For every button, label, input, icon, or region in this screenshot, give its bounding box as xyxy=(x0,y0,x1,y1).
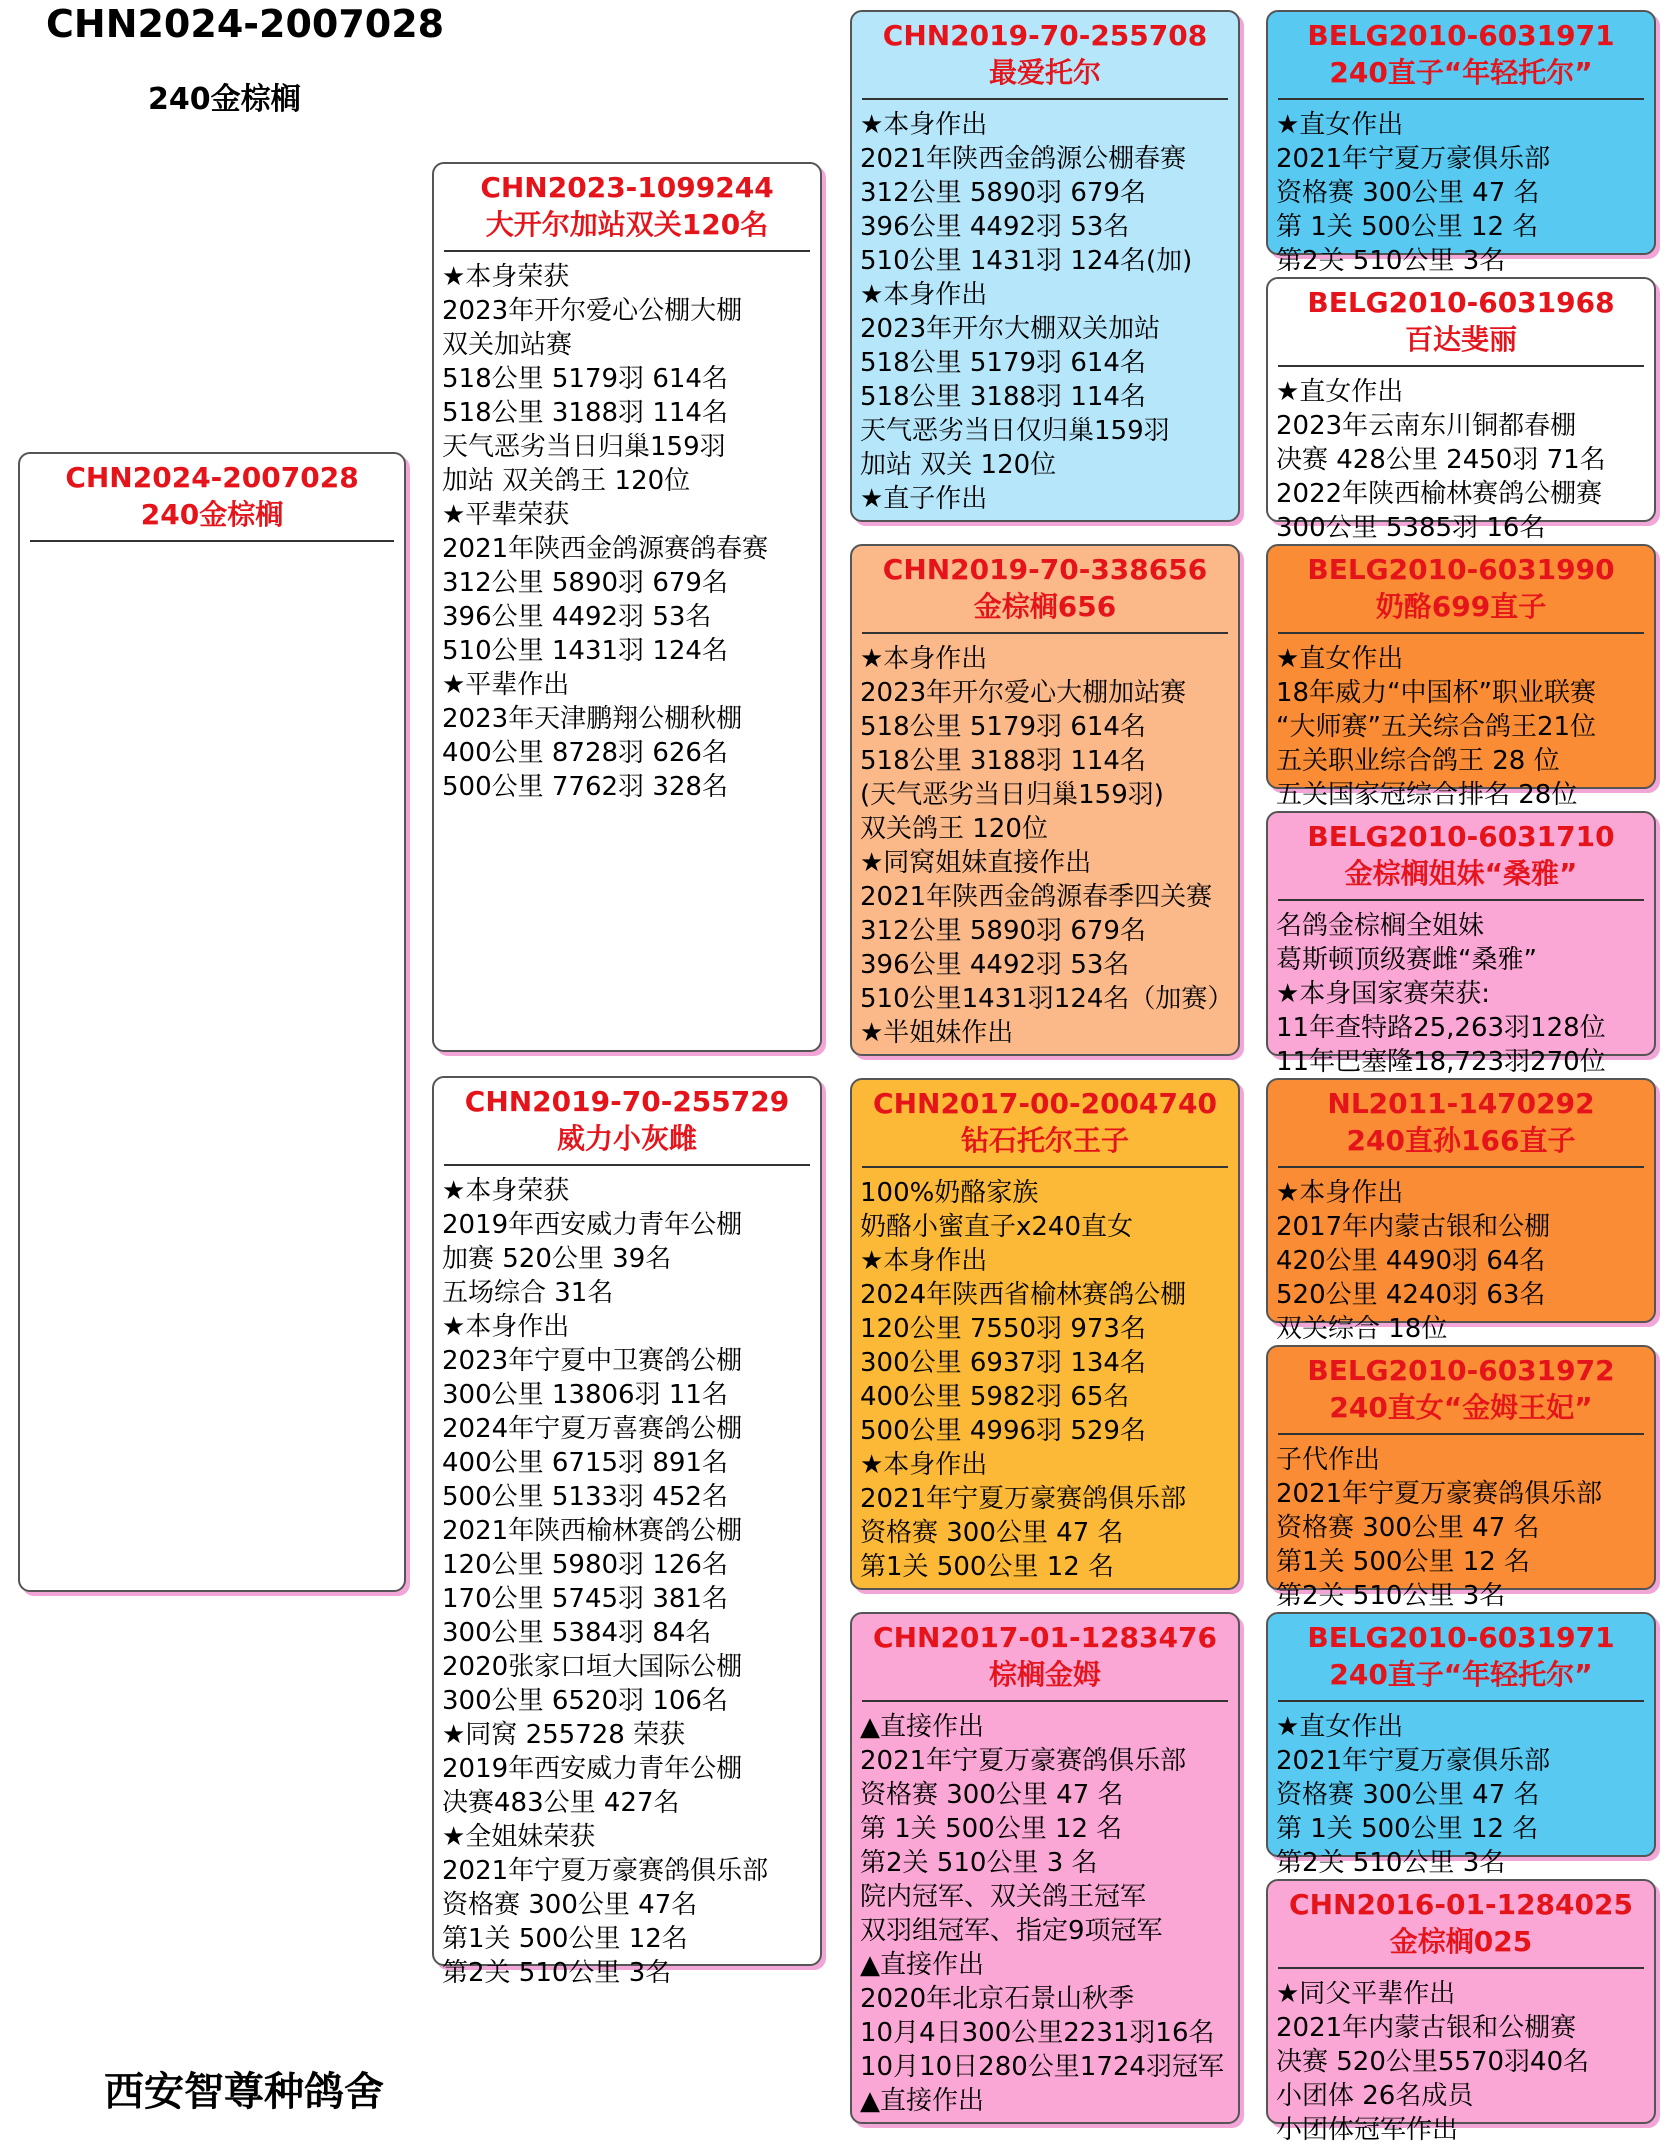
pedigree-card-dds xyxy=(1266,1612,1656,1878)
divider xyxy=(1278,365,1644,367)
achievement-line: 312公里 5890羽 679名 xyxy=(860,178,1146,208)
achievement-line: 决赛 520公里5570羽40名 xyxy=(1276,2047,1590,2077)
pigeon-name: 金棕榈姐妹“桑雅” xyxy=(1344,857,1578,890)
achievement-line: 第2关 510公里 3名 xyxy=(1276,1581,1506,1611)
divider xyxy=(444,250,810,252)
pigeon-name: 240直子“年轻托尔” xyxy=(1329,56,1593,89)
pedigree-card-dsd xyxy=(1266,1345,1656,1611)
achievement-line: 18年威力“中国杯”职业联赛 xyxy=(1276,678,1597,708)
achievement-line: 2021年陕西榆林赛鸽公棚 xyxy=(442,1516,743,1546)
achievement-line: 资格赛 300公里 47名 xyxy=(442,1890,698,1920)
achievement-line: 小团体冠军作出 xyxy=(1276,2115,1459,2145)
achievement-line: 300公里 5385羽 16名 xyxy=(1276,513,1546,543)
achievement-line: ▲直接作出 xyxy=(860,2086,984,2116)
ring-number: CHN2019-70-338656 xyxy=(882,553,1208,586)
card-header xyxy=(1268,279,1654,359)
achievement-line: ★本身国家赛荣获: xyxy=(1276,979,1491,1009)
achievement-line: 资格赛 300公里 47 名 xyxy=(1276,1780,1540,1810)
achievement-line: ★本身作出 xyxy=(860,280,988,310)
achievement-line: 500公里 5133羽 452名 xyxy=(442,1482,728,1512)
achievement-list xyxy=(852,1176,1238,1584)
ring-number: BELG2010-6031971 xyxy=(1307,19,1615,52)
achievement-line: 10月10日280公里1724羽冠军 xyxy=(860,2052,1224,2082)
achievement-line: ★直女作出 xyxy=(1276,1712,1404,1742)
achievement-line: ★直女作出 xyxy=(1276,644,1404,674)
divider xyxy=(444,1164,810,1166)
pigeon-name: 棕榈金姆 xyxy=(988,1658,1101,1691)
achievement-line: 第 1关 500公里 12 名 xyxy=(1276,212,1539,242)
pigeon-name: 240金棕榈 xyxy=(140,498,284,531)
achievement-line: 396公里 4492羽 53名 xyxy=(860,950,1130,980)
achievement-line: 400公里 6715羽 891名 xyxy=(442,1448,728,1478)
achievement-line: 第 1关 500公里 12 名 xyxy=(860,1814,1123,1844)
pedigree-card-subject xyxy=(18,452,406,1592)
achievement-line: ★本身作出 xyxy=(860,1246,988,1276)
card-header xyxy=(1268,1881,1654,1961)
achievement-line: 五场综合 31名 xyxy=(442,1278,614,1308)
achievement-line: 312公里 5890羽 679名 xyxy=(860,916,1146,946)
ring-number: CHN2019-70-255708 xyxy=(882,19,1208,52)
achievement-list xyxy=(434,1174,820,1990)
achievement-line: 2021年宁夏万豪赛鸽俱乐部 xyxy=(442,1856,769,1886)
achievement-line: 2021年宁夏万豪赛鸽俱乐部 xyxy=(860,1484,1187,1514)
header-ring-number: CHN2024-2007028 xyxy=(46,2,445,46)
achievement-list xyxy=(1268,1710,1654,1880)
achievement-line: ▲直接作出 xyxy=(860,1712,984,1742)
achievement-line: ★本身作出 xyxy=(1276,1178,1404,1208)
achievement-line: ★直子作出 xyxy=(860,484,988,514)
achievement-line: 资格赛 300公里 47 名 xyxy=(1276,1513,1540,1543)
pigeon-name: 金棕榈656 xyxy=(973,590,1117,623)
achievement-line: 葛斯顿顶级赛雌“桑雅” xyxy=(1276,945,1537,975)
card-header xyxy=(852,1080,1238,1160)
achievement-line: 500公里 4996羽 529名 xyxy=(860,1416,1146,1446)
achievement-line: 518公里 5179羽 614名 xyxy=(860,348,1146,378)
achievement-line: ▲直接作出 xyxy=(860,1950,984,1980)
pigeon-name: 240直孙166直子 xyxy=(1346,1124,1576,1157)
divider xyxy=(1278,899,1644,901)
achievement-line: ★平辈荣获 xyxy=(442,500,570,530)
achievement-line: 11年查特路25,263羽128位 xyxy=(1276,1013,1606,1043)
card-header xyxy=(1268,1080,1654,1160)
achievement-line: 11年巴塞隆18,723羽270位 xyxy=(1276,1047,1606,1077)
achievement-line: 2023年开尔爱心大棚加站赛 xyxy=(860,678,1187,708)
achievement-line: 五关国家冠综合排名 28位 xyxy=(1276,780,1578,810)
pigeon-name: 金棕榈025 xyxy=(1389,1925,1533,1958)
ring-number: CHN2017-01-1283476 xyxy=(873,1621,1217,1654)
achievement-line: 312公里 5890羽 679名 xyxy=(442,568,728,598)
card-header xyxy=(434,164,820,244)
achievement-line: 第1关 500公里 12 名 xyxy=(860,1552,1115,1582)
achievement-line: ★全姐妹荣获 xyxy=(442,1822,596,1852)
pedigree-card-ddd xyxy=(1266,1879,1656,2145)
achievement-line: 资格赛 300公里 47 名 xyxy=(860,1518,1124,1548)
pedigree-card-sds xyxy=(1266,544,1656,810)
ring-number: CHN2016-01-1284025 xyxy=(1289,1888,1633,1921)
achievement-line: 第2关 510公里 3名 xyxy=(442,1958,672,1988)
achievement-line: 2021年宁夏万豪赛鸽俱乐部 xyxy=(860,1746,1187,1776)
achievement-list xyxy=(1268,1977,1654,2147)
divider xyxy=(1278,1433,1644,1435)
achievement-line: 2022年陕西榆林赛鸽公棚赛 xyxy=(1276,479,1603,509)
achievement-line: 2021年陕西金鸽源公棚春赛 xyxy=(860,144,1187,174)
ring-number: NL2011-1470292 xyxy=(1327,1087,1595,1120)
achievement-line: 510公里 1431羽 124名 xyxy=(442,636,728,666)
ring-number: BELG2010-6031990 xyxy=(1307,553,1615,586)
pigeon-name: 240直子“年轻托尔” xyxy=(1329,1658,1593,1691)
pedigree-card-dss xyxy=(1266,1078,1656,1344)
achievement-line: 第2关 510公里 3名 xyxy=(1276,246,1506,276)
achievement-line: 资格赛 300公里 47 名 xyxy=(1276,178,1540,208)
pigeon-name: 威力小灰雌 xyxy=(556,1122,697,1155)
achievement-line: 决赛483公里 427名 xyxy=(442,1788,680,1818)
achievement-list xyxy=(1268,1176,1654,1346)
achievement-line: 120公里 7550羽 973名 xyxy=(860,1314,1146,1344)
achievement-line: ★同窝 255728 荣获 xyxy=(442,1720,686,1750)
pedigree-card-sdd xyxy=(1266,811,1656,1077)
pigeon-name: 最爱托尔 xyxy=(988,56,1101,89)
footer-loft-name: 西安智尊种鸽舍 xyxy=(104,2069,384,2115)
divider xyxy=(1278,632,1644,634)
divider xyxy=(1278,98,1644,100)
card-header xyxy=(852,1614,1238,1694)
divider xyxy=(862,1700,1228,1702)
achievement-line: 2021年宁夏万豪赛鸽俱乐部 xyxy=(1276,1479,1603,1509)
card-header xyxy=(852,12,1238,92)
achievement-line: 双关加站赛 xyxy=(442,330,573,360)
divider xyxy=(862,98,1228,100)
pigeon-name: 奶酪699直子 xyxy=(1375,590,1547,623)
achievement-line: ★平辈作出 xyxy=(442,670,570,700)
card-header xyxy=(852,546,1238,626)
achievement-line: ★本身荣获 xyxy=(442,1176,570,1206)
achievement-line: 加站 双关鸽王 120位 xyxy=(442,466,691,496)
card-header xyxy=(1268,12,1654,92)
achievement-line: 2023年宁夏中卫赛鸽公棚 xyxy=(442,1346,743,1376)
achievement-line: 170公里 5745羽 381名 xyxy=(442,1584,728,1614)
card-header xyxy=(434,1078,820,1158)
achievement-line: 2021年宁夏万豪俱乐部 xyxy=(1276,1746,1551,1776)
achievement-line: 300公里 6937羽 134名 xyxy=(860,1348,1146,1378)
achievement-line: ★半姐妹作出 xyxy=(860,1018,1014,1048)
achievement-line: (天气恶劣当日归巢159羽) xyxy=(860,780,1164,810)
achievement-line: 第2关 510公里 3名 xyxy=(1276,1848,1506,1878)
achievement-line: 子代作出 xyxy=(1276,1445,1381,1475)
achievement-line: 加站 双关 120位 xyxy=(860,450,1057,480)
achievement-line: ★同窝姐妹直接作出 xyxy=(860,848,1092,878)
ring-number: CHN2017-00-2004740 xyxy=(873,1087,1217,1120)
achievement-line: 五关职业综合鸽王 28 位 xyxy=(1276,746,1560,776)
achievement-line: 396公里 4492羽 53名 xyxy=(442,602,712,632)
pedigree-card-sire xyxy=(432,162,822,1052)
achievement-line: ★本身作出 xyxy=(860,1450,988,1480)
achievement-line: 小团体 26名成员 xyxy=(1276,2081,1474,2111)
achievement-line: 2021年陕西金鸽源赛鸽春赛 xyxy=(442,534,769,564)
pigeon-name: 百达斐丽 xyxy=(1404,323,1517,356)
achievement-line: 518公里 5179羽 614名 xyxy=(442,364,728,394)
achievement-line: 双关鸽王 120位 xyxy=(860,814,1048,844)
divider xyxy=(1278,1967,1644,1969)
card-header xyxy=(1268,1347,1654,1427)
achievement-line: ★本身荣获 xyxy=(442,262,570,292)
achievement-line: 396公里 4492羽 53名 xyxy=(860,212,1130,242)
achievement-line: 2020张家口垣大国际公棚 xyxy=(442,1652,743,1682)
divider xyxy=(30,540,394,542)
achievement-list xyxy=(852,642,1238,1050)
card-header xyxy=(1268,1614,1654,1694)
achievement-line: 院内冠军、双关鸽王冠军 xyxy=(860,1882,1147,1912)
achievement-line: 400公里 8728羽 626名 xyxy=(442,738,728,768)
achievement-line: 100%奶酪家族 xyxy=(860,1178,1039,1208)
achievement-line: 2021年陕西金鸽源春季四关赛 xyxy=(860,882,1213,912)
achievement-line: 第1关 500公里 12名 xyxy=(442,1924,688,1954)
achievement-line: 500公里 7762羽 328名 xyxy=(442,772,728,802)
achievement-list xyxy=(1268,108,1654,278)
achievement-line: 加赛 520公里 39名 xyxy=(442,1244,672,1274)
achievement-line: 决赛 428公里 2450羽 71名 xyxy=(1276,445,1606,475)
pedigree-card-dam xyxy=(432,1076,822,1988)
achievement-line: ★直女作出 xyxy=(1276,110,1404,140)
pedigree-card-dam-dam xyxy=(850,1612,1240,2124)
achievement-line: 2017年内蒙古银和公棚 xyxy=(1276,1212,1551,1242)
ring-number: BELG2010-6031968 xyxy=(1307,286,1615,319)
achievement-list xyxy=(1268,642,1654,812)
achievement-line: 520公里 4240羽 63名 xyxy=(1276,1280,1546,1310)
achievement-line: 双关综合 18位 xyxy=(1276,1314,1448,1344)
card-header xyxy=(20,454,404,534)
achievement-line: 2020年北京石景山秋季 xyxy=(860,1984,1135,2014)
achievement-line: 300公里 13806羽 11名 xyxy=(442,1380,728,1410)
divider xyxy=(1278,1700,1644,1702)
ring-number: BELG2010-6031710 xyxy=(1307,820,1615,853)
ring-number: BELG2010-6031971 xyxy=(1307,1621,1615,1654)
achievement-line: 天气恶劣当日归巢159羽 xyxy=(442,432,726,462)
pedigree-card-sire-dam xyxy=(850,544,1240,1056)
achievement-line: 300公里 5384羽 84名 xyxy=(442,1618,712,1648)
achievement-line: 2021年内蒙古银和公棚赛 xyxy=(1276,2013,1577,2043)
achievement-line: 518公里 3188羽 114名 xyxy=(860,382,1146,412)
achievement-line: 420公里 4490羽 64名 xyxy=(1276,1246,1546,1276)
card-header xyxy=(1268,813,1654,893)
achievement-list xyxy=(852,108,1238,516)
achievement-line: ★直女作出 xyxy=(1276,377,1404,407)
achievement-list xyxy=(852,1710,1238,2118)
achievement-line: 2019年西安威力青年公棚 xyxy=(442,1210,743,1240)
achievement-line: 510公里1431羽124名（加赛） xyxy=(860,984,1234,1014)
divider xyxy=(862,1166,1228,1168)
achievement-line: 400公里 5982羽 65名 xyxy=(860,1382,1130,1412)
pedigree-card-ssd xyxy=(1266,277,1656,543)
achievement-line: 双羽组冠军、指定9项冠军 xyxy=(860,1916,1163,1946)
achievement-line: ★本身作出 xyxy=(860,644,988,674)
achievement-line: 518公里 3188羽 114名 xyxy=(860,746,1146,776)
achievement-line: 奶酪小蜜直子x240直女 xyxy=(860,1212,1134,1242)
ring-number: BELG2010-6031972 xyxy=(1307,1354,1615,1387)
achievement-line: 天气恶劣当日仅归巢159羽 xyxy=(860,416,1170,446)
achievement-line: 10月4日300公里2231羽16名 xyxy=(860,2018,1215,2048)
achievement-line: 2023年天津鹏翔公棚秋棚 xyxy=(442,704,743,734)
divider xyxy=(862,632,1228,634)
achievement-line: 300公里 6520羽 106名 xyxy=(442,1686,728,1716)
achievement-line: 518公里 5179羽 614名 xyxy=(860,712,1146,742)
achievement-line: ★本身作出 xyxy=(442,1312,570,1342)
ring-number: CHN2023-1099244 xyxy=(480,171,774,204)
achievement-line: 2024年宁夏万喜赛鸽公棚 xyxy=(442,1414,743,1444)
achievement-list xyxy=(1268,909,1654,1079)
achievement-line: 第 1关 500公里 12 名 xyxy=(1276,1814,1539,1844)
achievement-line: ★本身作出 xyxy=(860,110,988,140)
divider xyxy=(1278,1166,1644,1168)
achievement-list xyxy=(1268,1443,1654,1613)
achievement-line: 第2关 510公里 3 名 xyxy=(860,1848,1098,1878)
achievement-line: 518公里 3188羽 114名 xyxy=(442,398,728,428)
pedigree-card-dam-sire xyxy=(850,1078,1240,1590)
ring-number: CHN2019-70-255729 xyxy=(464,1085,790,1118)
achievement-line: 名鸽金棕榈全姐妹 xyxy=(1276,911,1485,941)
achievement-line: 120公里 5980羽 126名 xyxy=(442,1550,728,1580)
achievement-line: “大师赛”五关综合鸽王21位 xyxy=(1276,712,1597,742)
pigeon-name: 钻石托尔王子 xyxy=(960,1124,1129,1157)
achievement-line: 2019年西安威力青年公棚 xyxy=(442,1754,743,1784)
achievement-list xyxy=(1268,375,1654,545)
achievement-line: ★同父平辈作出 xyxy=(1276,1979,1456,2009)
pedigree-card-sss xyxy=(1266,10,1656,276)
pigeon-name: 大开尔加站双关120名 xyxy=(485,208,769,241)
ring-number: CHN2024-2007028 xyxy=(65,461,359,494)
card-header xyxy=(1268,546,1654,626)
achievement-list xyxy=(434,260,820,804)
achievement-line: 2023年开尔爱心公棚大棚 xyxy=(442,296,743,326)
achievement-line: 2023年云南东川铜都春棚 xyxy=(1276,411,1577,441)
achievement-line: 2023年开尔大棚双关加站 xyxy=(860,314,1161,344)
achievement-line: 2021年宁夏万豪俱乐部 xyxy=(1276,144,1551,174)
achievement-line: 资格赛 300公里 47 名 xyxy=(860,1780,1124,1810)
achievement-line: 510公里 1431羽 124名(加) xyxy=(860,246,1193,276)
achievement-line: 2024年陕西省榆林赛鸽公棚 xyxy=(860,1280,1187,1310)
pigeon-name: 240直女“金姆王妃” xyxy=(1329,1391,1593,1424)
achievement-line: 第1关 500公里 12 名 xyxy=(1276,1547,1531,1577)
header-pigeon-name: 240金棕榈 xyxy=(148,82,301,117)
pedigree-card-sire-sire xyxy=(850,10,1240,522)
